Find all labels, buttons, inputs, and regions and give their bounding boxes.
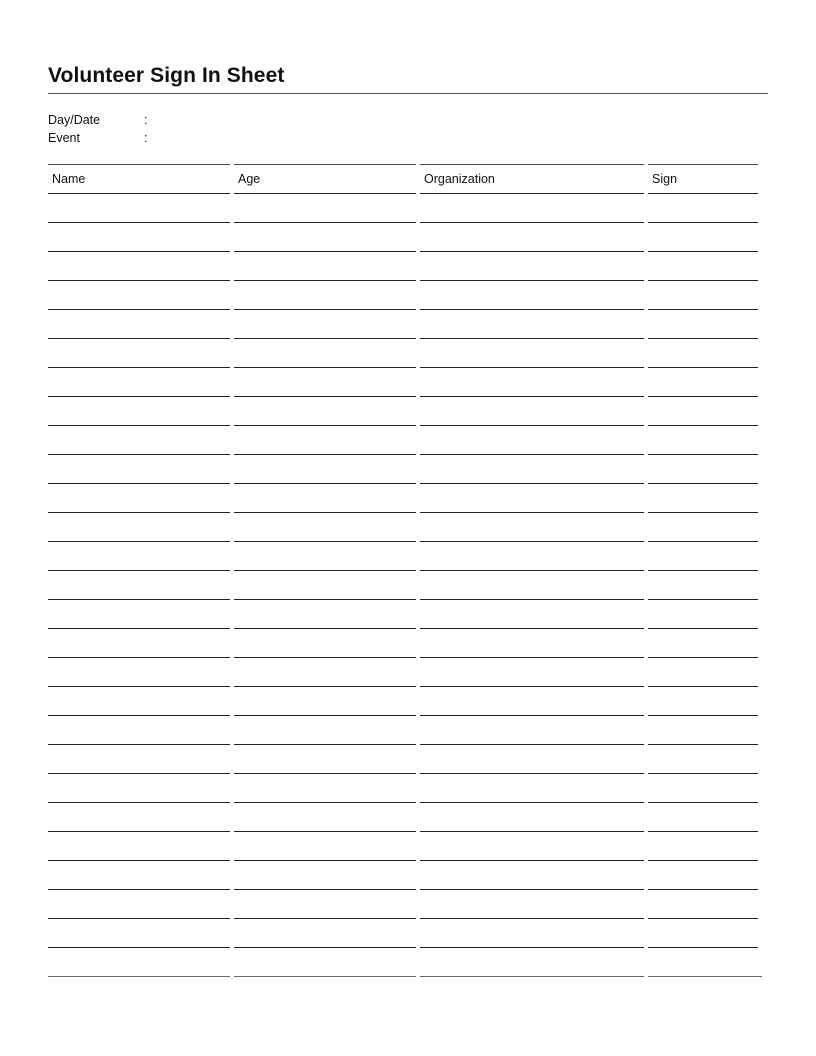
writing-line bbox=[648, 222, 758, 223]
writing-line bbox=[48, 889, 230, 890]
writing-line bbox=[420, 483, 644, 484]
writing-line bbox=[234, 773, 416, 774]
writing-line bbox=[420, 541, 644, 542]
writing-line bbox=[234, 396, 416, 397]
writing-line bbox=[420, 309, 644, 310]
writing-line bbox=[420, 396, 644, 397]
writing-line bbox=[420, 976, 644, 977]
writing-line bbox=[648, 396, 758, 397]
writing-line bbox=[648, 744, 758, 745]
writing-line bbox=[234, 570, 416, 571]
writing-line bbox=[234, 860, 416, 861]
writing-line bbox=[648, 947, 758, 948]
writing-line bbox=[48, 686, 230, 687]
writing-line bbox=[48, 251, 230, 252]
writing-line bbox=[234, 976, 416, 977]
writing-line bbox=[420, 338, 644, 339]
writing-line bbox=[48, 860, 230, 861]
writing-line bbox=[48, 483, 230, 484]
writing-line bbox=[420, 686, 644, 687]
writing-line bbox=[648, 831, 758, 832]
meta-colon-event: : bbox=[144, 131, 148, 145]
writing-line bbox=[234, 251, 416, 252]
writing-line bbox=[420, 454, 644, 455]
writing-line bbox=[234, 280, 416, 281]
writing-line bbox=[648, 889, 758, 890]
writing-line bbox=[48, 367, 230, 368]
writing-line bbox=[420, 657, 644, 658]
column-header-rule bbox=[420, 193, 644, 194]
meta-label-event: Event bbox=[48, 131, 80, 145]
writing-line bbox=[234, 657, 416, 658]
writing-line bbox=[420, 512, 644, 513]
writing-line bbox=[648, 918, 758, 919]
writing-line bbox=[420, 802, 644, 803]
writing-line bbox=[48, 976, 230, 977]
writing-line bbox=[48, 425, 230, 426]
writing-line bbox=[648, 338, 758, 339]
writing-line bbox=[648, 309, 758, 310]
writing-line bbox=[420, 889, 644, 890]
writing-line bbox=[648, 860, 758, 861]
writing-line bbox=[648, 976, 762, 977]
writing-line bbox=[420, 744, 644, 745]
meta-label-day-date: Day/Date bbox=[48, 113, 101, 127]
writing-line bbox=[234, 599, 416, 600]
column-header-organization: Organization bbox=[424, 172, 495, 186]
writing-line bbox=[420, 860, 644, 861]
writing-line bbox=[648, 715, 758, 716]
writing-line bbox=[48, 773, 230, 774]
writing-line bbox=[648, 280, 758, 281]
writing-line bbox=[234, 425, 416, 426]
writing-line bbox=[420, 570, 644, 571]
writing-line bbox=[234, 309, 416, 310]
writing-line bbox=[234, 802, 416, 803]
writing-line bbox=[48, 657, 230, 658]
writing-line bbox=[648, 251, 758, 252]
writing-line bbox=[420, 831, 644, 832]
writing-line bbox=[234, 454, 416, 455]
writing-line bbox=[234, 918, 416, 919]
writing-line bbox=[234, 686, 416, 687]
writing-line bbox=[48, 512, 230, 513]
writing-line bbox=[48, 599, 230, 600]
writing-line bbox=[648, 425, 758, 426]
writing-line bbox=[420, 222, 644, 223]
writing-line bbox=[648, 570, 758, 571]
writing-line bbox=[48, 541, 230, 542]
writing-line bbox=[234, 367, 416, 368]
writing-line bbox=[234, 512, 416, 513]
writing-line bbox=[648, 367, 758, 368]
writing-line bbox=[648, 628, 758, 629]
column-header-age: Age bbox=[238, 172, 261, 186]
writing-line bbox=[420, 715, 644, 716]
writing-line bbox=[234, 744, 416, 745]
meta-colon-day-date: : bbox=[144, 113, 148, 127]
writing-line bbox=[648, 454, 758, 455]
writing-line bbox=[648, 483, 758, 484]
column-top-rule bbox=[648, 164, 758, 165]
writing-line bbox=[420, 947, 644, 948]
writing-line bbox=[48, 715, 230, 716]
writing-line bbox=[648, 512, 758, 513]
writing-line bbox=[234, 483, 416, 484]
writing-line bbox=[648, 802, 758, 803]
writing-line bbox=[234, 222, 416, 223]
writing-line bbox=[420, 773, 644, 774]
column-header-rule bbox=[648, 193, 758, 194]
writing-line bbox=[48, 280, 230, 281]
writing-line bbox=[48, 396, 230, 397]
writing-line bbox=[48, 831, 230, 832]
writing-line bbox=[234, 541, 416, 542]
writing-line bbox=[648, 541, 758, 542]
writing-line bbox=[48, 309, 230, 310]
writing-line bbox=[420, 251, 644, 252]
writing-line bbox=[648, 599, 758, 600]
writing-line bbox=[420, 599, 644, 600]
column-top-rule bbox=[234, 164, 416, 165]
writing-line bbox=[234, 889, 416, 890]
writing-line bbox=[648, 686, 758, 687]
column-top-rule bbox=[48, 164, 230, 165]
writing-line bbox=[48, 628, 230, 629]
writing-line bbox=[48, 744, 230, 745]
column-header-sign: Sign bbox=[652, 172, 678, 186]
column-header-rule bbox=[234, 193, 416, 194]
writing-line bbox=[234, 831, 416, 832]
writing-line bbox=[48, 947, 230, 948]
writing-line bbox=[48, 918, 230, 919]
writing-line bbox=[234, 715, 416, 716]
writing-line bbox=[420, 425, 644, 426]
page-title: Volunteer Sign In Sheet bbox=[48, 64, 285, 87]
writing-line bbox=[234, 338, 416, 339]
writing-line bbox=[234, 947, 416, 948]
writing-line bbox=[420, 628, 644, 629]
writing-line bbox=[48, 454, 230, 455]
column-header-name: Name bbox=[52, 172, 86, 186]
writing-line bbox=[48, 570, 230, 571]
writing-line bbox=[234, 628, 416, 629]
writing-line bbox=[648, 657, 758, 658]
writing-line bbox=[648, 773, 758, 774]
writing-line bbox=[420, 918, 644, 919]
column-header-rule bbox=[48, 193, 230, 194]
column-top-rule bbox=[420, 164, 644, 165]
writing-line bbox=[48, 338, 230, 339]
writing-line bbox=[48, 222, 230, 223]
writing-line bbox=[420, 280, 644, 281]
writing-line bbox=[48, 802, 230, 803]
writing-line bbox=[420, 367, 644, 368]
